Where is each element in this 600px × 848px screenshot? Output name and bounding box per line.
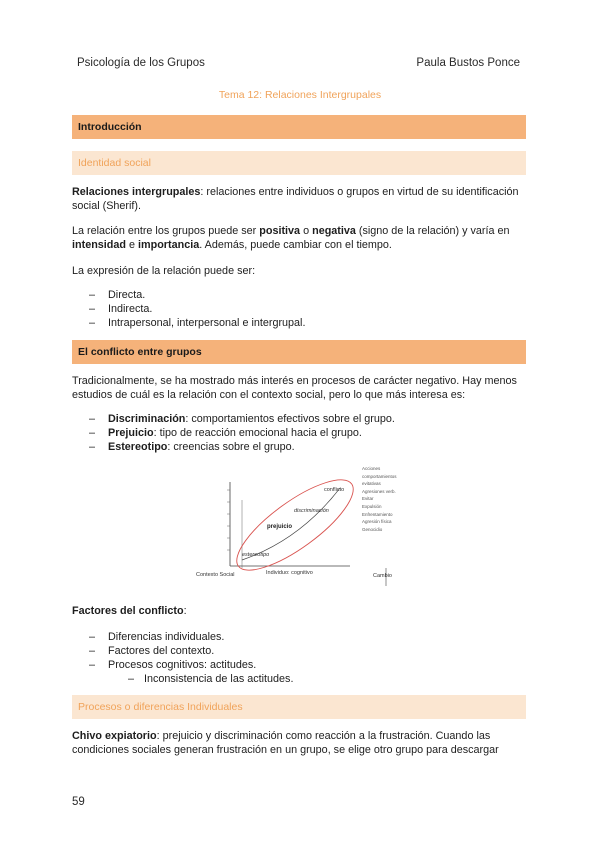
y-axis-ticks <box>227 490 230 550</box>
section-conflicto-grupos: El conflicto entre grupos <box>72 340 526 364</box>
legend-item: Agresiones verb. <box>362 488 396 494</box>
legend-item: Evitar <box>362 496 374 502</box>
text-run: e <box>126 239 139 251</box>
text-run: La relación entre los grupos puede ser <box>72 225 260 237</box>
term-estereotipo: Estereotipo <box>108 441 168 453</box>
list-item: – Directa. <box>72 288 528 302</box>
highlight-ellipse <box>225 465 365 585</box>
list-item <box>72 426 528 440</box>
definition-text: : relaciones entre individuos o grupos en virtud de su identificación social (Sherif). <box>72 186 519 212</box>
x-label-individuo: Individuo: cognitivo <box>266 570 313 576</box>
definition-text: : creencias sobre el grupo. <box>167 441 295 453</box>
term-negativa: negativa <box>312 225 356 237</box>
list-item: – Indirecta. <box>72 302 528 316</box>
definition-text: : prejuicio y discriminación como reacción a la frustración. Cuando las condiciones sociales generan frustración en un grupo, se elige otro grupo para descargar <box>72 730 499 756</box>
term-relaciones-intergrupales: Relaciones intergrupales <box>72 186 201 198</box>
figure-legend <box>362 465 422 533</box>
paragraph-expresion: La expresión de la relación puede ser: <box>72 265 256 277</box>
definition-text: : comportamientos efectivos sobre el grupo. <box>185 413 395 425</box>
text-run: : <box>183 605 187 617</box>
factores-title: Factores del conflicto <box>72 605 184 617</box>
legend-item: Agresión física <box>362 519 392 525</box>
x-label-contexto-social: Contexto Social <box>196 572 235 578</box>
paragraph-tradicionalmente: Tradicionalmente, se ha mostrado más interés en procesos de carácter negativo. Hay menos estudios de cuál es la relación con el contexto social, pero lo que más interesa es: <box>72 375 517 401</box>
text-run: . Además, puede cambiar con el tiempo. <box>199 239 392 251</box>
legend-item: comportamientos <box>362 473 397 479</box>
section-introduccion: Introducción <box>72 115 526 139</box>
label-discriminacion: discriminación <box>294 508 329 514</box>
list-item: – Diferencias individuales. <box>72 630 528 644</box>
legend-item: Expulsión <box>362 503 382 509</box>
x-label-cambio: Cambio <box>373 573 392 579</box>
text-run: o <box>300 225 313 237</box>
list-item <box>72 440 528 454</box>
paragraph-chivo-expiatorio <box>72 729 528 757</box>
list-item: – Procesos cognitivos: actitudes. <box>72 658 528 672</box>
page-number: 59 <box>72 796 85 808</box>
legend-item: Enfrentamiento <box>362 511 393 517</box>
term-discriminacion: Discriminación <box>108 413 186 425</box>
subsection-procesos-individuales: Procesos o diferencias Individuales <box>72 695 526 719</box>
header-course-title: Psicología de los Grupos <box>77 57 205 69</box>
term-chivo-expiatorio: Chivo expiatorio <box>72 730 157 742</box>
label-estereotipo: estereotipo <box>242 552 270 558</box>
term-intensidad: intensidad <box>72 239 126 251</box>
term-prejuicio: Prejuicio <box>108 427 154 439</box>
legend-item: Acciones <box>362 466 381 471</box>
list-expresion <box>72 288 528 330</box>
label-conflicto: conflicto <box>324 487 345 493</box>
label-prejuicio: prejuicio <box>267 524 293 530</box>
paragraph-signo-relacion <box>72 224 528 252</box>
subsection-identidad-social: Identidad social <box>72 151 526 175</box>
definition-text: : tipo de reacción emocional hacia el grupo. <box>153 427 362 439</box>
paragraph-relaciones-intergrupales <box>72 185 528 213</box>
legend-item: Genocidio <box>362 526 383 532</box>
legend-item: evitativas <box>362 481 381 487</box>
list-item: – Intrapersonal, interpersonal e intergrupal. <box>72 316 528 330</box>
topic-title: Tema 12: Relaciones Intergrupales <box>218 89 382 101</box>
list-subitem: – Inconsistencia de las actitudes. <box>72 672 528 686</box>
text-run: (signo de la relación) y varía en <box>355 225 510 237</box>
list-factores <box>72 630 528 686</box>
list-procesos-negativos <box>72 412 528 454</box>
list-item <box>72 412 528 426</box>
heading-factores-conflicto <box>72 604 528 618</box>
header-author: Paula Bustos Ponce <box>416 57 520 69</box>
list-item: – Factores del contexto. <box>72 644 528 658</box>
term-importancia: importancia <box>138 239 200 251</box>
term-positiva: positiva <box>259 225 301 237</box>
